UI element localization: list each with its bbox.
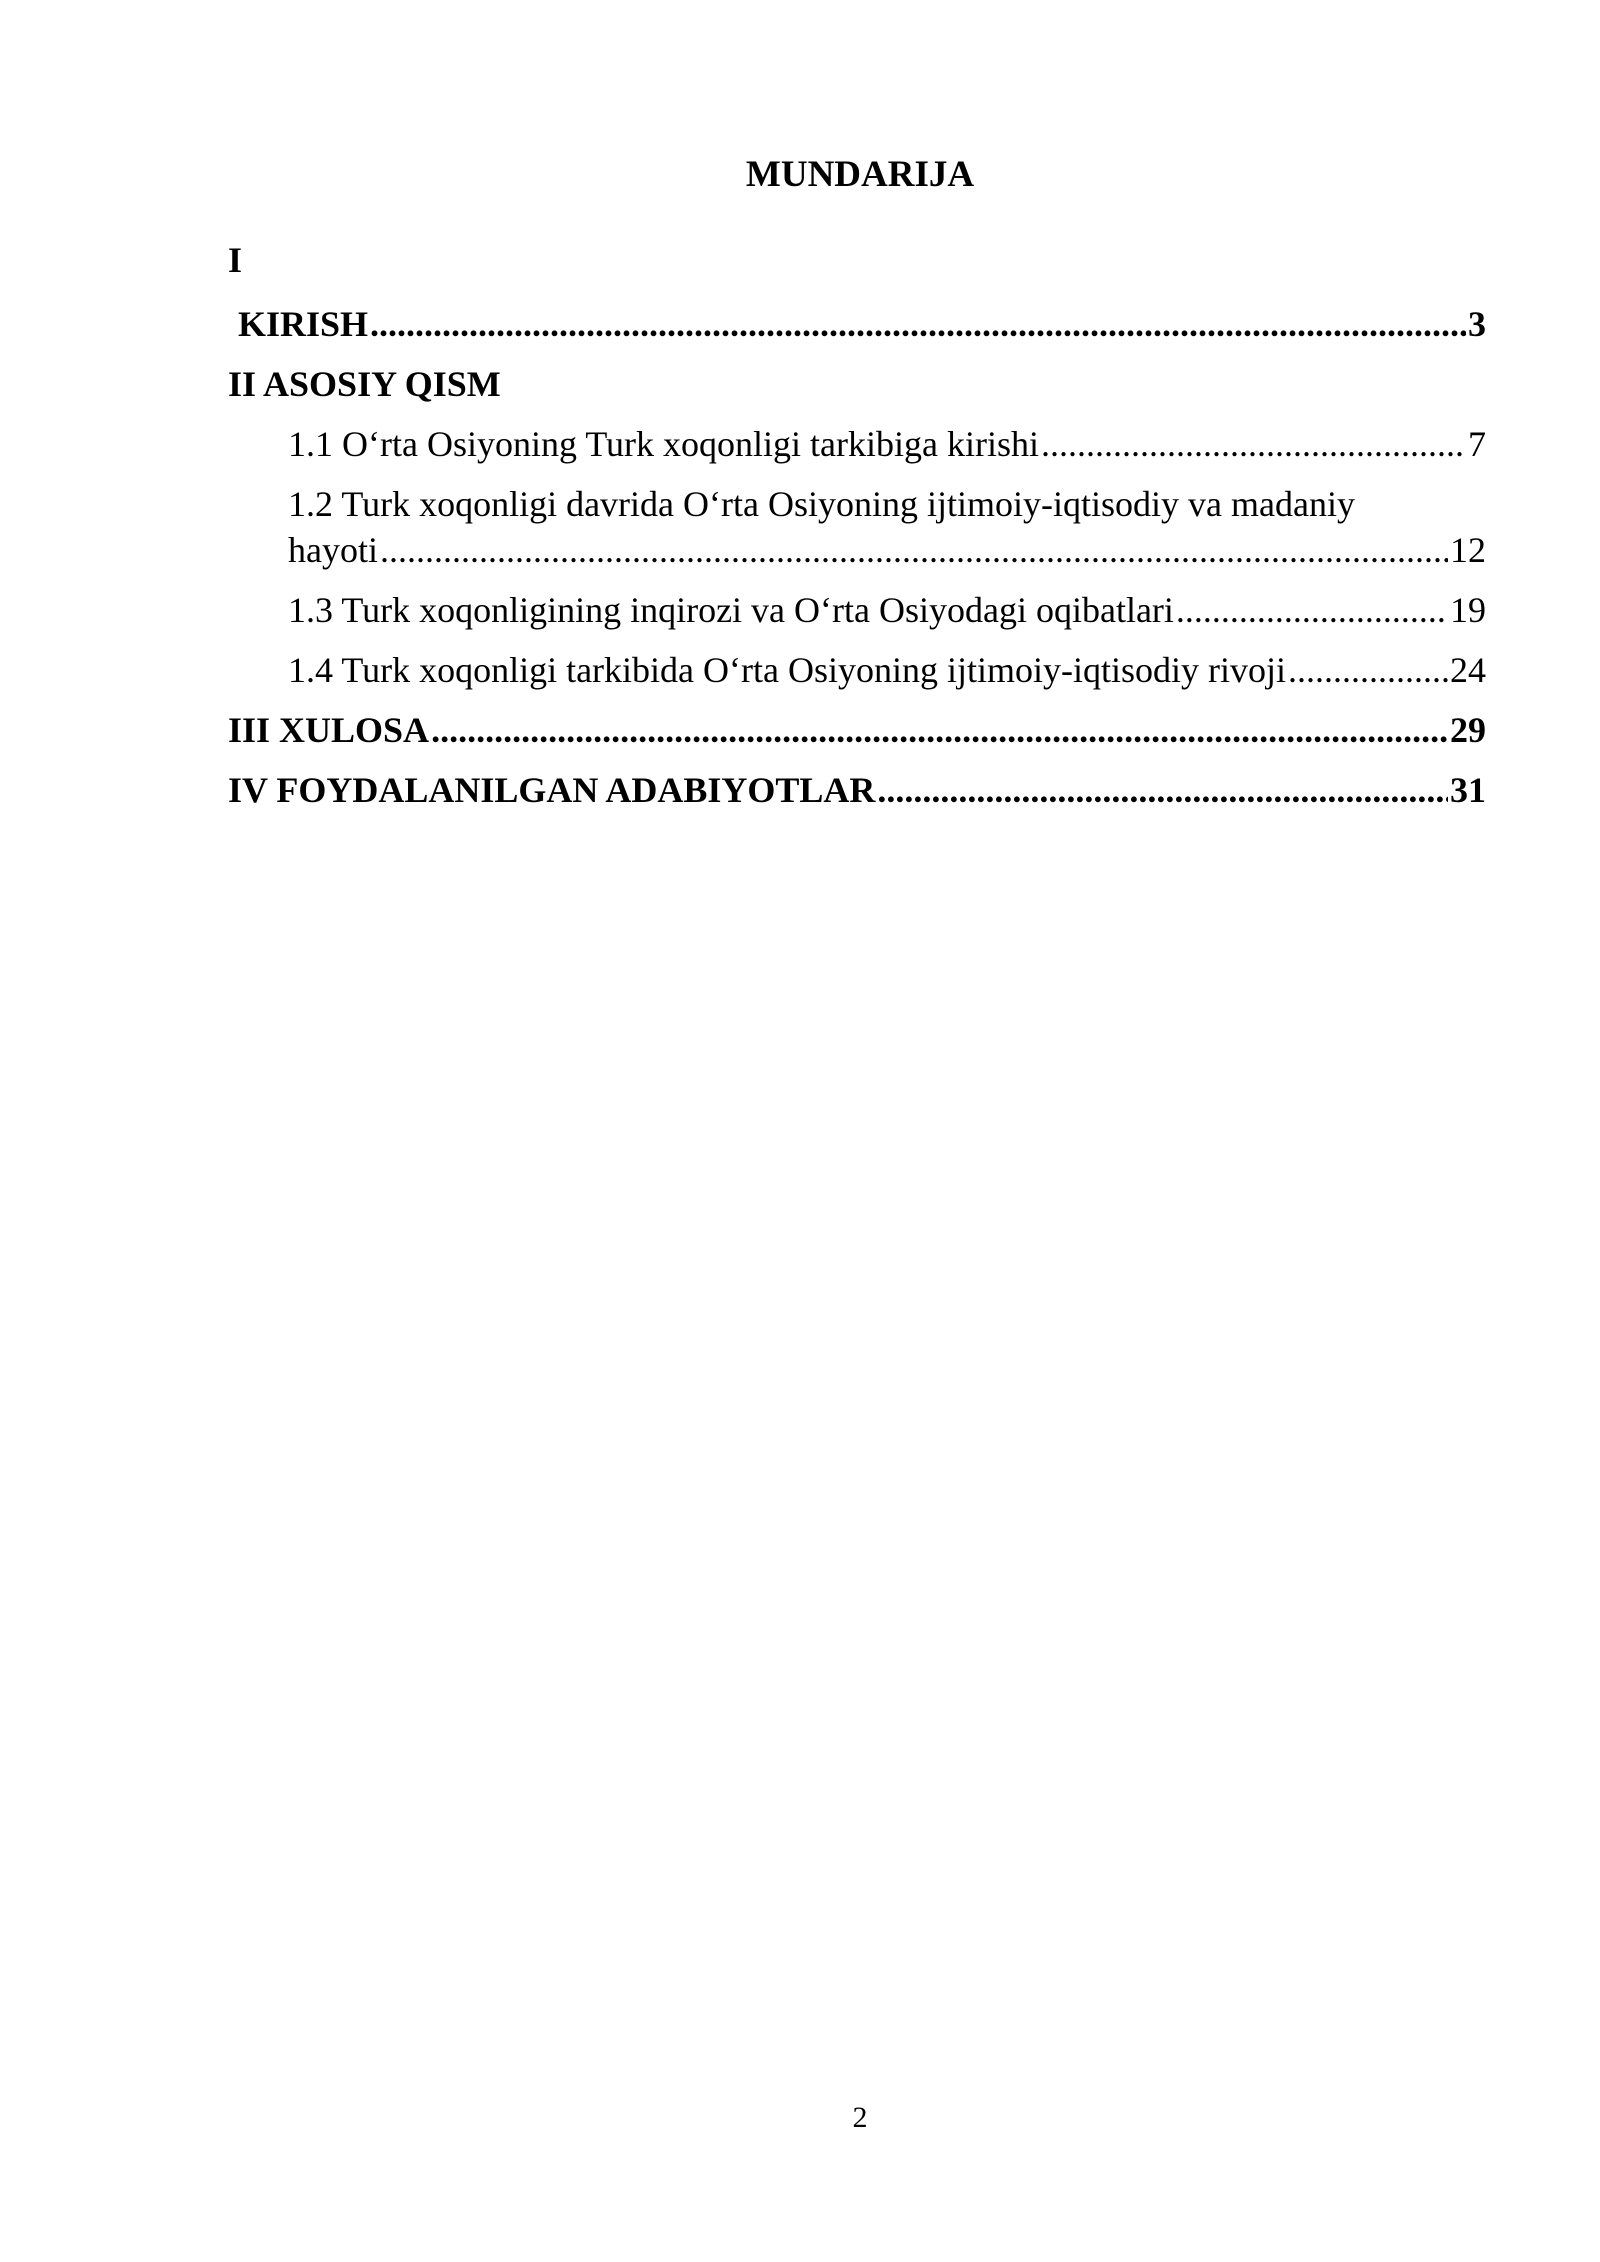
toc-entry-1-2[interactable] <box>228 481 1486 587</box>
dot-leader <box>370 301 1466 347</box>
table-of-contents <box>228 235 1486 827</box>
toc-entry-1-3[interactable] <box>228 587 1486 647</box>
toc-entry-label: IV FOYDALANILGAN ADABIYOTLAR <box>228 770 876 810</box>
toc-entry-page: 31 <box>1450 770 1486 810</box>
toc-entry-label: III XULOSA <box>228 710 430 750</box>
toc-entry-page: 12 <box>1450 530 1486 570</box>
dot-leader <box>1288 647 1448 693</box>
toc-entry-label: 1.1 O‘rta Osiyoning Turk xoqonligi tarkibiga kirishi <box>288 424 1039 464</box>
toc-entry-xulosa[interactable] <box>228 707 1486 767</box>
page-number: 2 <box>852 2101 868 2134</box>
dot-leader <box>431 707 1448 753</box>
toc-entry-label-line1: 1.2 Turk xoqonligi davrida O‘rta Osiyoning ijtimoiy-iqtisodiy va madaniy <box>288 484 1355 524</box>
toc-entry-page: 29 <box>1450 710 1486 750</box>
toc-entry-label-line2: hayoti <box>288 530 378 570</box>
toc-entry-kirish[interactable] <box>228 301 1486 361</box>
dot-leader <box>380 527 1448 573</box>
toc-entry-adabiyotlar[interactable] <box>228 767 1486 827</box>
toc-entry-label: 1.4 Turk xoqonligi tarkibida O‘rta Osiyoning ijtimoiy-iqtisodiy rivoji <box>288 650 1286 690</box>
toc-section-heading-main[interactable]: II ASOSIY QISM <box>228 364 501 404</box>
toc-entry-label: KIRISH <box>238 304 369 344</box>
toc-entry-1-4[interactable] <box>228 647 1486 707</box>
dot-leader <box>1176 587 1448 633</box>
toc-entry-page: 3 <box>1468 304 1486 344</box>
toc-entry-label: 1.3 Turk xoqonligining inqirozi va O‘rta Osiyodagi oqibatlari <box>288 590 1174 630</box>
toc-entry-page: 24 <box>1450 650 1486 690</box>
toc-title: MUNDARIJA <box>745 154 975 195</box>
dot-leader <box>877 767 1448 813</box>
toc-entry-page: 19 <box>1450 590 1486 630</box>
dot-leader <box>1041 421 1466 467</box>
toc-entry-1-1[interactable] <box>228 421 1486 481</box>
toc-intro-roman: I <box>228 240 243 280</box>
toc-entry-page: 7 <box>1468 424 1486 464</box>
